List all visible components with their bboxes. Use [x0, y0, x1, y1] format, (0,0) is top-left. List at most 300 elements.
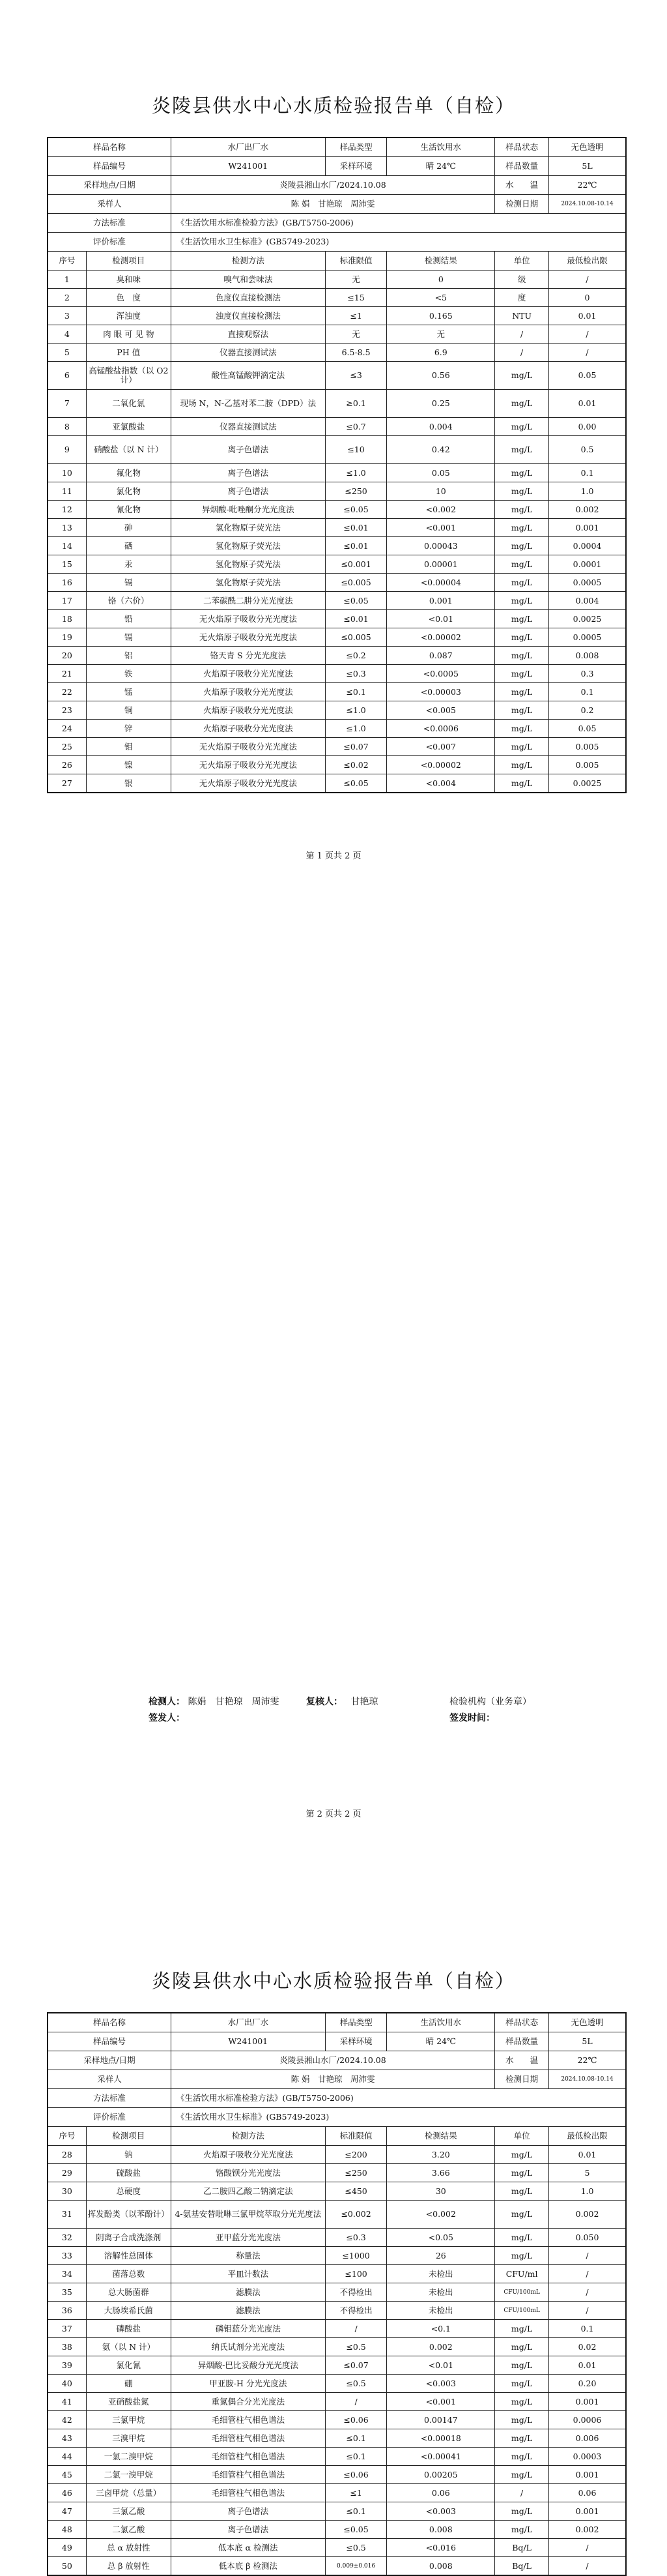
table-row [48, 418, 626, 436]
value-cell: 水厂出厂水 [171, 138, 325, 157]
table-cell: <0.00018 [387, 2429, 495, 2448]
table-cell: / [549, 2557, 626, 2576]
table-cell: 12 [48, 501, 86, 519]
table-cell: 火焰原子吸收分光光度法 [171, 2146, 325, 2164]
table-row [48, 2146, 626, 2164]
table-cell: 50 [48, 2557, 86, 2576]
table-cell: 0.00205 [387, 2466, 495, 2484]
table-cell: ≤10 [325, 436, 387, 464]
table-cell: 硝酸盐（以 N 计） [86, 436, 171, 464]
label-cell: 样品状态 [495, 138, 549, 157]
table-row [48, 362, 626, 390]
issuer-label: 签发人： [149, 1713, 185, 1723]
table-cell: ≤0.3 [325, 2229, 387, 2247]
table-cell: 0.1 [549, 683, 626, 701]
table-cell: mg/L [495, 2429, 549, 2448]
table-cell: / [549, 2283, 626, 2302]
table-cell: 0.001 [549, 2502, 626, 2521]
table-cell: 溶解性总固体 [86, 2247, 171, 2265]
table-cell: 仪器直接测试法 [171, 344, 325, 362]
table-cell: <0.016 [387, 2539, 495, 2557]
value-cell: 无色透明 [549, 2013, 626, 2032]
column-header-row [48, 252, 626, 271]
table-row [48, 610, 626, 628]
table-cell: 40 [48, 2375, 86, 2393]
table-cell: mg/L [495, 2146, 549, 2164]
table-cell: mg/L [495, 464, 549, 482]
table-row [48, 774, 626, 793]
table-cell: 0.0004 [549, 537, 626, 555]
column-header: 检测结果 [387, 252, 495, 271]
table-cell: CFU/ml [495, 2265, 549, 2283]
table-row [48, 592, 626, 610]
value-cell: 22℃ [549, 176, 626, 195]
table-cell: 26 [48, 756, 86, 774]
report-page-1 [0, 0, 667, 943]
table-cell: 一氯二溴甲烷 [86, 2448, 171, 2466]
page-number: 第 1 页共 2 页 [305, 851, 362, 861]
table-cell: ≤0.07 [325, 2356, 387, 2375]
table-cell: mg/L [495, 519, 549, 537]
table-cell: mg/L [495, 2393, 549, 2411]
table-cell: 钼 [86, 738, 171, 756]
table-cell: 20 [48, 647, 86, 665]
table-cell: 3.20 [387, 2146, 495, 2164]
table-cell: 2 [48, 289, 86, 307]
table-cell: 无火焰原子吸收分光光度法 [171, 628, 325, 647]
table-cell: 0.0006 [549, 2411, 626, 2429]
table-cell: <0.01 [387, 610, 495, 628]
table-cell: 49 [48, 2539, 86, 2557]
table-row [48, 2229, 626, 2247]
info-row [48, 138, 626, 157]
table-cell: CFU/100mL [495, 2283, 549, 2302]
table-cell: 异烟酸-巴比妥酸分光光度法 [171, 2356, 325, 2375]
tester-label: 检测人： [149, 1697, 185, 1707]
table-row [48, 464, 626, 482]
table-cell: ≤1 [325, 2484, 387, 2502]
table-cell: / [495, 325, 549, 344]
table-cell: 8 [48, 418, 86, 436]
table-cell: 未检出 [387, 2302, 495, 2320]
table-cell: 3 [48, 307, 86, 325]
table-cell: 43 [48, 2429, 86, 2448]
table-cell: 低本底 α 检测法 [171, 2539, 325, 2557]
table-cell: 滤膜法 [171, 2302, 325, 2320]
table-cell: 硼 [86, 2375, 171, 2393]
table-cell: 色 度 [86, 289, 171, 307]
table-cell: 3.66 [387, 2164, 495, 2182]
table-cell: 0.0005 [549, 628, 626, 647]
table-cell: 0.0001 [549, 555, 626, 574]
table-row [48, 307, 626, 325]
table-cell: 17 [48, 592, 86, 610]
table-cell: 汞 [86, 555, 171, 574]
table-cell: 0.00 [549, 418, 626, 436]
table-row [48, 2247, 626, 2265]
table-cell: 35 [48, 2283, 86, 2302]
table-cell: 浊度仪直接检测法 [171, 307, 325, 325]
table-cell: 毛细管柱气相色谱法 [171, 2411, 325, 2429]
table-cell: 0.3 [549, 665, 626, 683]
label-cell: 采样地点/日期 [48, 176, 171, 195]
table-cell: 离子色谱法 [171, 2521, 325, 2539]
table-cell: 锌 [86, 720, 171, 738]
table-cell: 大肠埃希氏菌 [86, 2302, 171, 2320]
table-cell: mg/L [495, 2502, 549, 2521]
table-cell: 铁 [86, 665, 171, 683]
label-cell: 方法标准 [48, 2089, 171, 2108]
value-cell: 生活饮用水 [387, 138, 495, 157]
table-cell: ≤200 [325, 2146, 387, 2164]
table-cell: 46 [48, 2484, 86, 2502]
table-cell: ≤1.0 [325, 720, 387, 738]
table-cell: 21 [48, 665, 86, 683]
table-row [48, 537, 626, 555]
table-cell: 32 [48, 2229, 86, 2247]
table-cell: 二氧化氯 [86, 390, 171, 418]
label-cell: 水 温 [495, 2051, 549, 2070]
table-cell: mg/L [495, 2375, 549, 2393]
table-cell: PH 值 [86, 344, 171, 362]
table-cell: 38 [48, 2338, 86, 2356]
label-cell: 样品编号 [48, 2032, 171, 2051]
label-cell: 采样环境 [325, 2032, 387, 2051]
tester-sign [149, 1695, 279, 1708]
table-cell: 臭和味 [86, 271, 171, 289]
table-cell: / [549, 325, 626, 344]
table-row [48, 325, 626, 344]
report-page-2 [0, 943, 667, 2571]
table-cell: 0.087 [387, 647, 495, 665]
table-cell: 铅 [86, 610, 171, 628]
table-cell: 0.009±0.016 [325, 2557, 387, 2576]
table-cell: <5 [387, 289, 495, 307]
table-cell: ≤0.06 [325, 2466, 387, 2484]
table-cell: 纳氏试剂分光光度法 [171, 2338, 325, 2356]
table-cell: 9 [48, 436, 86, 464]
table-cell: 42 [48, 2411, 86, 2429]
value-cell: W241001 [171, 2032, 325, 2051]
table-cell: 15 [48, 555, 86, 574]
table-cell: 氰化物 [86, 501, 171, 519]
value-cell: 《生活饮用水卫生标准》(GB5749-2023) [171, 233, 626, 252]
table-cell: 铬天青 S 分光光度法 [171, 647, 325, 665]
table-cell: 1.0 [549, 2182, 626, 2201]
table-cell: 火焰原子吸收分光光度法 [171, 683, 325, 701]
table-row [48, 2484, 626, 2502]
table-cell: <0.005 [387, 701, 495, 720]
table-cell: 0.5 [549, 436, 626, 464]
table-cell: mg/L [495, 574, 549, 592]
column-header: 标准限值 [325, 252, 387, 271]
table-cell: ≤0.02 [325, 756, 387, 774]
table-cell: 氢化物原子荧光法 [171, 555, 325, 574]
table-cell: 0.0025 [549, 610, 626, 628]
label-cell: 样品类型 [325, 138, 387, 157]
table-cell: 24 [48, 720, 86, 738]
table-cell: 硒 [86, 537, 171, 555]
table-cell: 0.2 [549, 701, 626, 720]
table-cell: ≤1 [325, 307, 387, 325]
table-cell: 0.005 [549, 756, 626, 774]
table-cell: ≤100 [325, 2265, 387, 2283]
table-cell: <0.003 [387, 2502, 495, 2521]
table-cell: 22 [48, 683, 86, 701]
table-cell: mg/L [495, 537, 549, 555]
table-cell: mg/L [495, 628, 549, 647]
table-cell: NTU [495, 307, 549, 325]
label-cell: 评价标准 [48, 233, 171, 252]
column-header-row [48, 2127, 626, 2146]
table-row [48, 2320, 626, 2338]
table-cell: 26 [387, 2247, 495, 2265]
info-row [48, 233, 626, 252]
column-header: 最低检出限 [549, 2127, 626, 2146]
column-header: 检测项目 [86, 252, 171, 271]
table-cell: ≤0.05 [325, 2521, 387, 2539]
table-cell: 31 [48, 2201, 86, 2229]
table-cell: 离子色谱法 [171, 436, 325, 464]
value-cell: 2024.10.08-10.14 [549, 2070, 626, 2089]
table-cell: ≤250 [325, 482, 387, 501]
table-cell: 16 [48, 574, 86, 592]
label-cell: 样品编号 [48, 157, 171, 176]
table-cell: 6.9 [387, 344, 495, 362]
table-cell: ≤0.1 [325, 2502, 387, 2521]
table-cell: 5 [48, 344, 86, 362]
table-cell: 30 [387, 2182, 495, 2201]
table-cell: <0.001 [387, 519, 495, 537]
table-cell: mg/L [495, 2411, 549, 2429]
table-cell: 0.002 [549, 2201, 626, 2229]
table-cell: ≤0.3 [325, 665, 387, 683]
table-row [48, 647, 626, 665]
info-row [48, 195, 626, 214]
table-row [48, 2182, 626, 2201]
table-cell: 毛细管柱气相色谱法 [171, 2484, 325, 2502]
table-cell: 4-氨基安替吡啉三氯甲烷萃取分光光度法 [171, 2201, 325, 2229]
table-row [48, 628, 626, 647]
table-cell: 33 [48, 2247, 86, 2265]
label-cell: 样品名称 [48, 138, 171, 157]
table-cell: <0.002 [387, 2201, 495, 2229]
table-cell: 三卤甲烷（总量） [86, 2484, 171, 2502]
table-cell: 0.0005 [549, 574, 626, 592]
table-cell: <0.00041 [387, 2448, 495, 2466]
table-cell: mg/L [495, 436, 549, 464]
table-cell: 阴离子合成洗涤剂 [86, 2229, 171, 2247]
table-cell: ≤0.2 [325, 647, 387, 665]
table-cell: 度 [495, 289, 549, 307]
label-cell: 样品数量 [495, 157, 549, 176]
table-cell: 异烟酸-吡唑酮分光光度法 [171, 501, 325, 519]
value-cell: 陈 娟 甘艳琼 周沛雯 [171, 2070, 494, 2089]
table-cell: mg/L [495, 362, 549, 390]
table-row [48, 2283, 626, 2302]
table-row [48, 701, 626, 720]
column-header: 序号 [48, 252, 86, 271]
table-cell: mg/L [495, 418, 549, 436]
table-cell: 无 [387, 325, 495, 344]
value-cell: 陈 娟 甘艳琼 周沛雯 [171, 195, 494, 214]
table-cell: 11 [48, 482, 86, 501]
label-cell: 评价标准 [48, 2108, 171, 2127]
table-cell: 铬（六价） [86, 592, 171, 610]
column-header: 检测方法 [171, 2127, 325, 2146]
table-cell: 0.56 [387, 362, 495, 390]
table-cell: 0.05 [549, 362, 626, 390]
column-header: 单位 [495, 252, 549, 271]
table-cell: 0.05 [387, 464, 495, 482]
table-cell: 离子色谱法 [171, 464, 325, 482]
table-cell: 0.06 [387, 2484, 495, 2502]
table-row [48, 2502, 626, 2521]
info-row [48, 2108, 626, 2127]
table-cell: 砷 [86, 519, 171, 537]
tester-names: 陈娟 甘艳琼 周沛雯 [188, 1697, 279, 1707]
table-cell: 47 [48, 2502, 86, 2521]
table-cell: 浑浊度 [86, 307, 171, 325]
table-cell: 30 [48, 2182, 86, 2201]
table-cell: / [549, 271, 626, 289]
table-cell: ≤0.001 [325, 555, 387, 574]
table-row [48, 2164, 626, 2182]
table-cell: 亚甲蓝分光光度法 [171, 2229, 325, 2247]
table-cell: 13 [48, 519, 86, 537]
table-cell: 镉 [86, 628, 171, 647]
table-cell: 菌落总数 [86, 2265, 171, 2283]
value-cell: 无色透明 [549, 138, 626, 157]
table-cell: 镍 [86, 756, 171, 774]
table-cell: 0.002 [549, 2521, 626, 2539]
table-cell: ≤1.0 [325, 701, 387, 720]
info-row [48, 2051, 626, 2070]
table-row [48, 574, 626, 592]
table-cell: Bq/L [495, 2539, 549, 2557]
table-cell: 0.0025 [549, 774, 626, 793]
table-cell: 三氯乙酸 [86, 2502, 171, 2521]
issuer-sign [149, 1711, 185, 1724]
table-cell: 5 [549, 2164, 626, 2182]
value-cell: 《生活饮用水标准检验方法》(GB/T5750-2006) [171, 214, 626, 233]
info-row [48, 2032, 626, 2051]
table-cell: 0.001 [387, 592, 495, 610]
table-cell: <0.0006 [387, 720, 495, 738]
table-cell: 0.008 [387, 2557, 495, 2576]
table-cell: / [549, 2302, 626, 2320]
table-cell: mg/L [495, 555, 549, 574]
info-row [48, 214, 626, 233]
table-cell: 1.0 [549, 482, 626, 501]
value-cell: 炎陵县湘山水厂/2024.10.08 [171, 176, 494, 195]
table-cell: / [325, 2320, 387, 2338]
value-cell: 2024.10.08-10.14 [549, 195, 626, 214]
label-cell: 样品状态 [495, 2013, 549, 2032]
table-cell: 平皿计数法 [171, 2265, 325, 2283]
sample-info [48, 138, 626, 271]
info-row [48, 157, 626, 176]
table-cell: 0.01 [549, 2146, 626, 2164]
table-cell: 氢化物原子荧光法 [171, 574, 325, 592]
table-cell: ≤450 [325, 2182, 387, 2201]
table-cell: 银 [86, 774, 171, 793]
table-cell: 0.01 [549, 307, 626, 325]
table-cell: 0.165 [387, 307, 495, 325]
results-rows [48, 2146, 626, 2576]
table-cell: 0.06 [549, 2484, 626, 2502]
info-row [48, 2089, 626, 2108]
table-cell: 0.002 [549, 501, 626, 519]
table-cell: ≤15 [325, 289, 387, 307]
table-row [48, 720, 626, 738]
table-row [48, 289, 626, 307]
table-cell: mg/L [495, 2201, 549, 2229]
table-cell: 级 [495, 271, 549, 289]
table-cell: 三溴甲烷 [86, 2429, 171, 2448]
table-cell: 总硬度 [86, 2182, 171, 2201]
table-cell: mg/L [495, 390, 549, 418]
table-cell: 18 [48, 610, 86, 628]
table-cell: 火焰原子吸收分光光度法 [171, 720, 325, 738]
table-cell: mg/L [495, 720, 549, 738]
table-cell: 41 [48, 2393, 86, 2411]
sample-info [48, 2013, 626, 2146]
table-cell: mg/L [495, 756, 549, 774]
table-cell: 钠 [86, 2146, 171, 2164]
table-cell: 0 [549, 289, 626, 307]
table-cell: <0.00004 [387, 574, 495, 592]
table-cell: 48 [48, 2521, 86, 2539]
table-row [48, 2466, 626, 2484]
table-cell: 0 [387, 271, 495, 289]
table-cell: ≤0.07 [325, 738, 387, 756]
table-row [48, 2265, 626, 2283]
info-row [48, 2013, 626, 2032]
table-cell: 色度仪直接检测法 [171, 289, 325, 307]
label-cell: 样品数量 [495, 2032, 549, 2051]
table-cell: 亚硝酸盐氮 [86, 2393, 171, 2411]
table-row [48, 683, 626, 701]
table-row [48, 2356, 626, 2375]
table-row [48, 344, 626, 362]
table-cell: ≤0.5 [325, 2338, 387, 2356]
table-cell: <0.00002 [387, 628, 495, 647]
table-row [48, 555, 626, 574]
table-cell: ≤0.05 [325, 774, 387, 793]
table-row [48, 2302, 626, 2320]
table-cell: 0.00001 [387, 555, 495, 574]
table-cell: 无火焰原子吸收分光光度法 [171, 610, 325, 628]
table-cell: 无火焰原子吸收分光光度法 [171, 774, 325, 793]
value-cell: 炎陵县湘山水厂/2024.10.08 [171, 2051, 494, 2070]
table-cell: <0.003 [387, 2375, 495, 2393]
label-cell: 检测日期 [495, 2070, 549, 2089]
table-cell: ≤0.01 [325, 537, 387, 555]
table-cell: ≤0.005 [325, 628, 387, 647]
table-cell: 无 [325, 271, 387, 289]
table-cell: mg/L [495, 592, 549, 610]
table-cell: 滤膜法 [171, 2283, 325, 2302]
table-cell: 不得检出 [325, 2283, 387, 2302]
table-row [48, 501, 626, 519]
table-cell: ≤0.1 [325, 683, 387, 701]
table-cell: <0.007 [387, 738, 495, 756]
label-cell: 检测日期 [495, 195, 549, 214]
table-row [48, 2429, 626, 2448]
table-cell: mg/L [495, 665, 549, 683]
table-cell: <0.00002 [387, 756, 495, 774]
